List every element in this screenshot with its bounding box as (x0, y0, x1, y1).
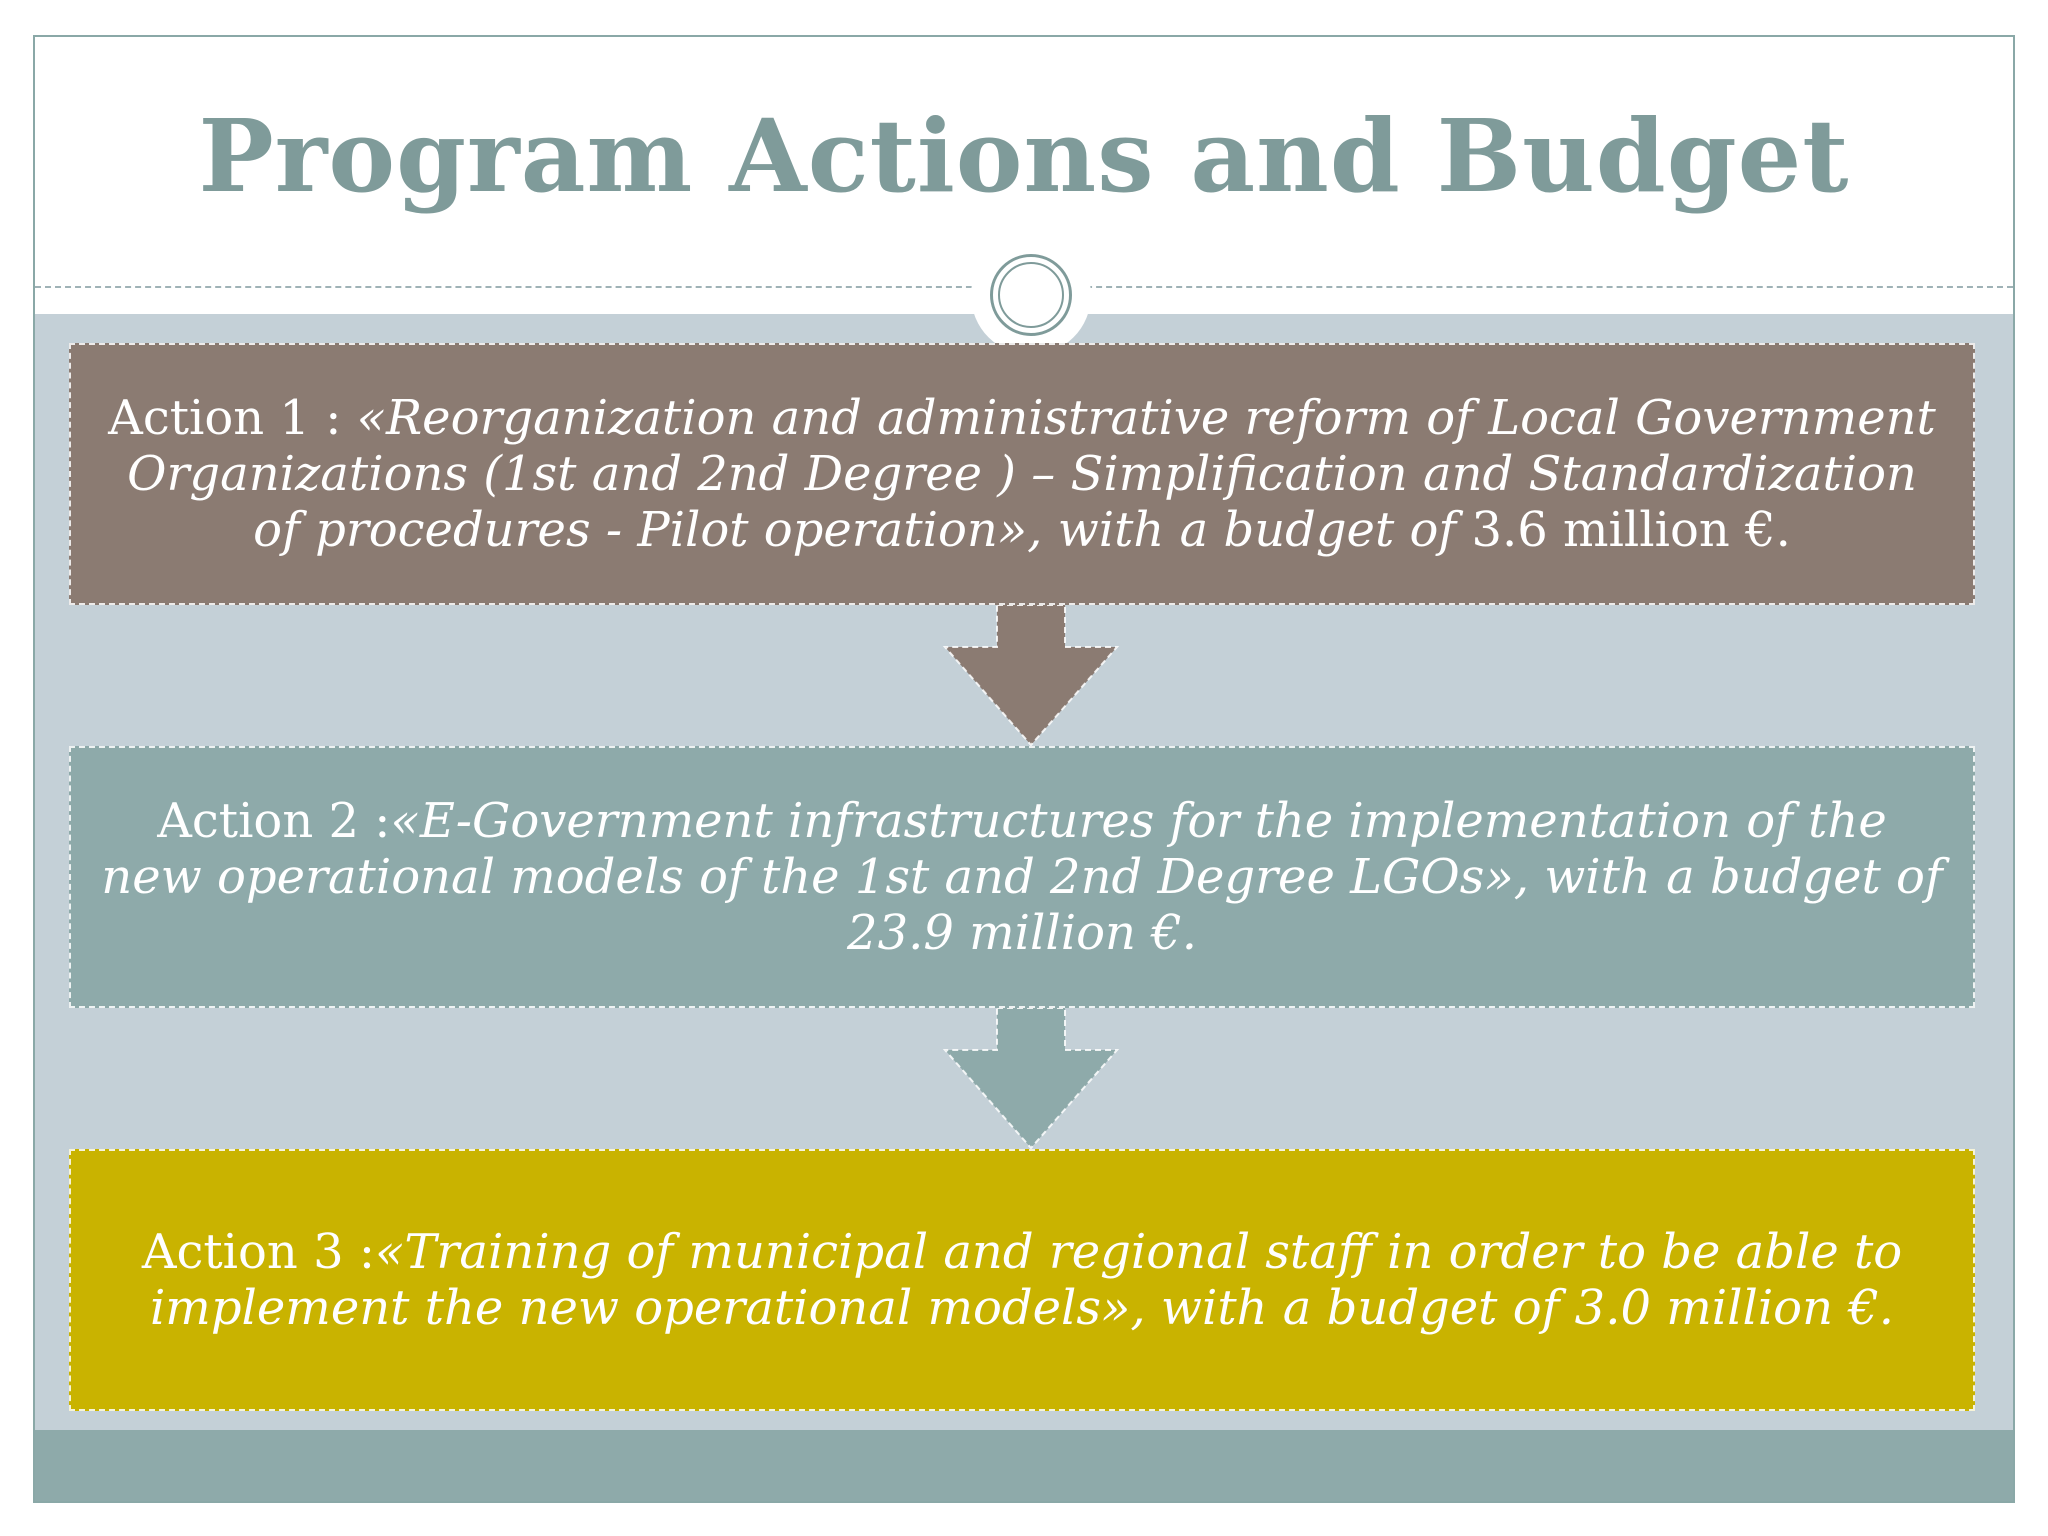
action-2-box (69, 746, 1975, 1008)
action-3-text (101, 1224, 1943, 1336)
action-3-label: Action 3 : (141, 1224, 376, 1280)
action-3-description: «Training of municipal and regional staff in order to be able to implement the new operational models», with a budget of 3.0 million €. (149, 1224, 1903, 1336)
slide-title: Program Actions and Budget (198, 97, 1850, 215)
action-1-label: Action 1 : (108, 390, 357, 446)
action-1-text (101, 390, 1943, 558)
footer-band (35, 1430, 2013, 1503)
double-circle-icon (971, 235, 1091, 355)
action-2-label: Action 2 : (157, 793, 391, 849)
down-arrow-icon (917, 605, 1145, 750)
down-arrow-icon (917, 1008, 1145, 1153)
action-3-box (69, 1149, 1975, 1411)
action-1-budget: 3.6 million €. (1471, 502, 1791, 558)
action-2-text (101, 793, 1943, 961)
action-2-description: «E-Government infrastructures for the implementation of the new operational models of the 1st and 2nd Degree LGOs», with a budget of 23.9 million €. (101, 793, 1943, 961)
action-1-description: «Reorganization and administrative reform of Local Government Organizations (1st and 2nd Degree ) – Simplification and Standardization of procedures - Pilot operation», with a budget of (127, 390, 1936, 558)
action-1-box (69, 343, 1975, 605)
slide (33, 35, 2015, 1503)
